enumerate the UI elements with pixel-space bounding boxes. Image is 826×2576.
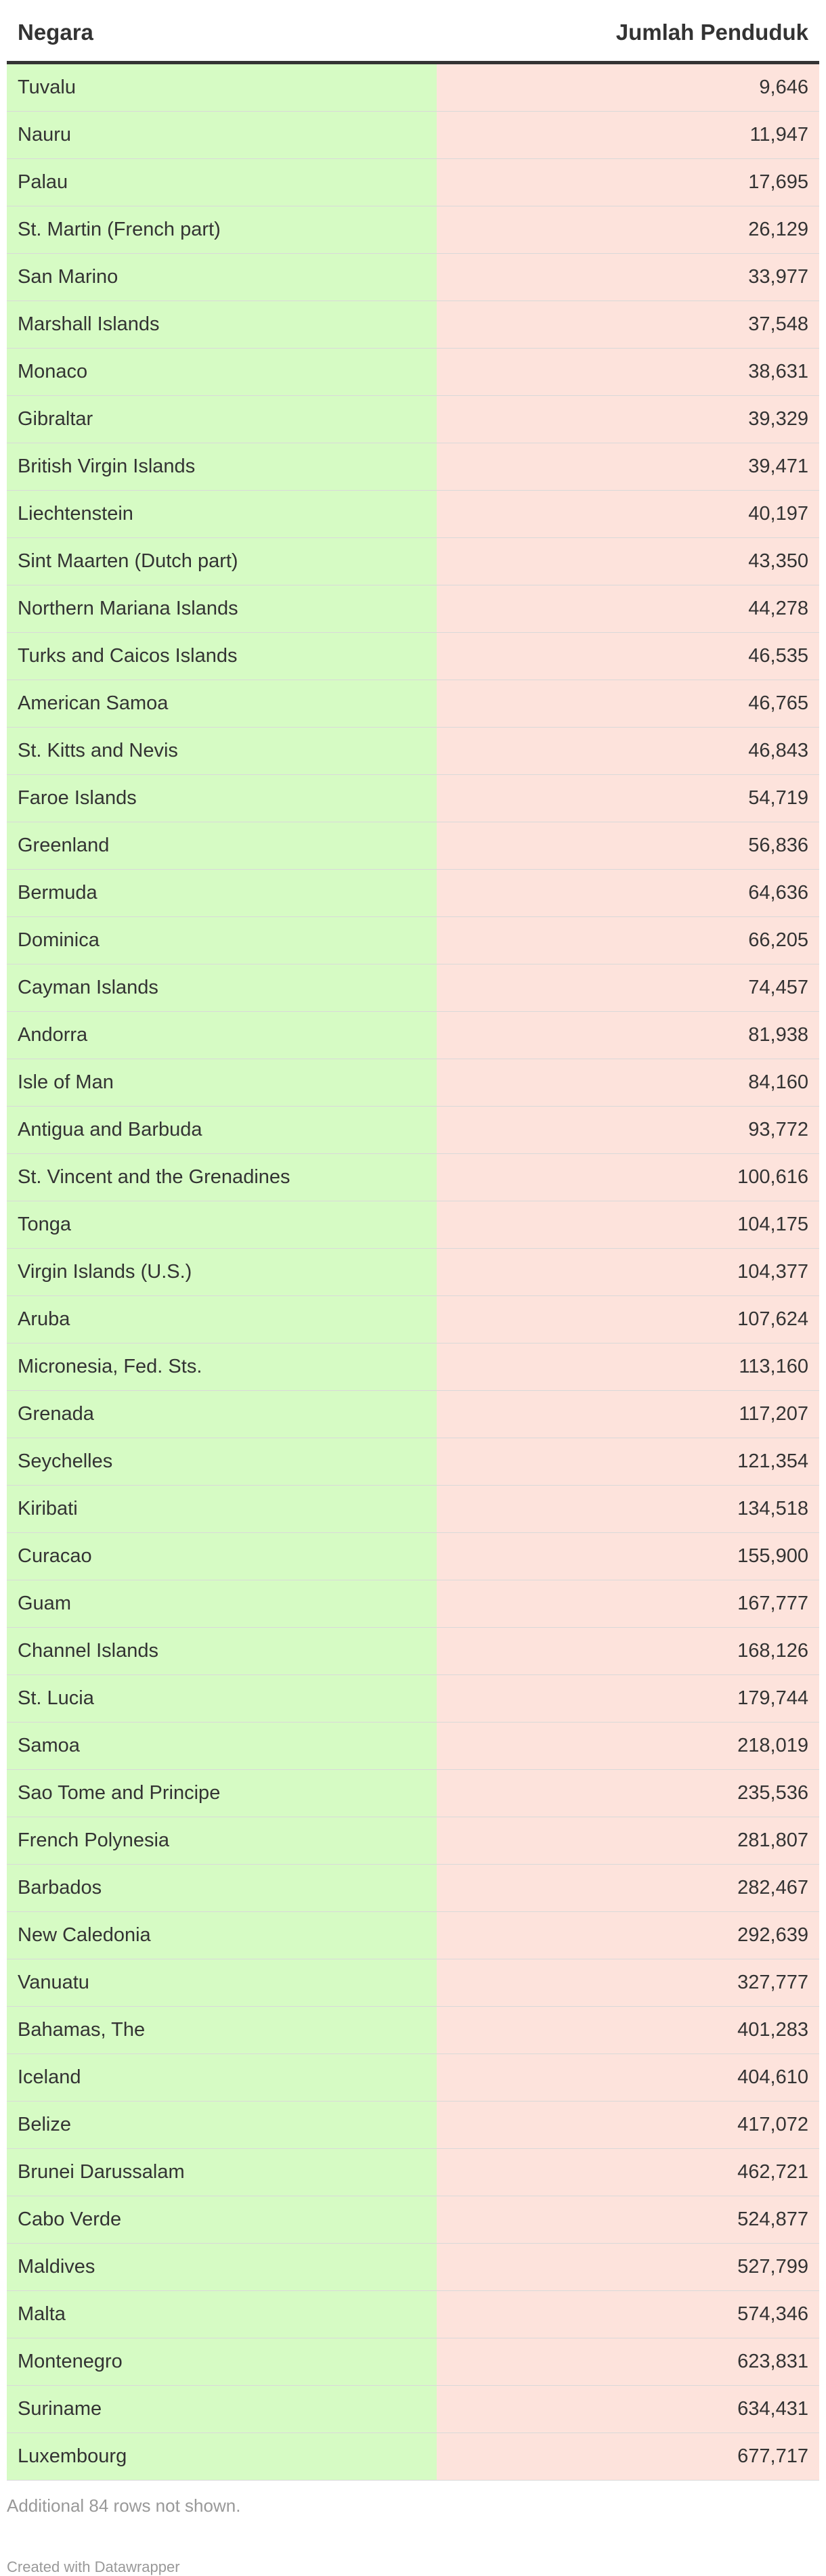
table-row [7,2244,819,2291]
population-cell: 37,548 [437,301,819,348]
country-cell: British Virgin Islands [7,443,437,490]
population-cell: 39,471 [437,443,819,490]
country-cell: Guam [7,1580,437,1627]
country-cell: Tuvalu [7,64,437,111]
population-cell: 281,807 [437,1817,819,1864]
table-row [7,1154,819,1201]
country-cell: Aruba [7,1296,437,1343]
table-row [7,2196,819,2244]
country-cell: Northern Mariana Islands [7,585,437,632]
table-row [7,349,819,396]
population-cell: 677,717 [437,2433,819,2480]
population-cell: 117,207 [437,1391,819,1438]
population-cell: 43,350 [437,538,819,585]
table-row [7,1817,819,1865]
country-cell: Turks and Caicos Islands [7,633,437,680]
country-cell: Liechtenstein [7,491,437,537]
table-row [7,1628,819,1675]
population-cell: 574,346 [437,2291,819,2338]
table-row [7,491,819,538]
table-row [7,2338,819,2386]
population-cell: 26,129 [437,206,819,253]
population-cell: 417,072 [437,2102,819,2148]
country-cell: St. Vincent and the Grenadines [7,1154,437,1201]
country-cell: Samoa [7,1723,437,1769]
population-cell: 93,772 [437,1107,819,1153]
table-row [7,1391,819,1438]
country-cell: Curacao [7,1533,437,1580]
table-row [7,1723,819,1770]
country-cell: Cabo Verde [7,2196,437,2243]
table-row [7,1959,819,2007]
country-cell: Seychelles [7,1438,437,1485]
country-cell: Greenland [7,822,437,869]
population-column-header[interactable]: Jumlah Penduduk [615,20,808,45]
population-cell: 167,777 [437,1580,819,1627]
population-cell: 179,744 [437,1675,819,1722]
table-row [7,1249,819,1296]
country-cell: Monaco [7,349,437,395]
country-cell: Belize [7,2102,437,2148]
country-cell: Kiribati [7,1486,437,1532]
table-row [7,2007,819,2054]
population-cell: 17,695 [437,159,819,206]
country-cell: Virgin Islands (U.S.) [7,1249,437,1295]
country-cell: St. Lucia [7,1675,437,1722]
table-row [7,443,819,491]
country-cell: Micronesia, Fed. Sts. [7,1343,437,1390]
population-cell: 66,205 [437,917,819,964]
country-cell: Marshall Islands [7,301,437,348]
datawrapper-credit: Created with Datawrapper [7,2558,180,2575]
table-row [7,112,819,159]
table-row [7,870,819,917]
population-cell: 282,467 [437,1865,819,1911]
population-cell: 113,160 [437,1343,819,1390]
country-cell: Sao Tome and Principe [7,1770,437,1817]
table-row [7,1912,819,1959]
population-cell: 134,518 [437,1486,819,1532]
country-cell: Iceland [7,2054,437,2101]
population-cell: 524,877 [437,2196,819,2243]
population-cell: 54,719 [437,775,819,822]
table-row [7,822,819,870]
table-row [7,254,819,301]
table-row [7,1059,819,1107]
country-cell: Grenada [7,1391,437,1438]
population-cell: 44,278 [437,585,819,632]
table-row [7,301,819,349]
population-cell: 46,765 [437,680,819,727]
country-cell: Luxembourg [7,2433,437,2480]
country-cell: St. Martin (French part) [7,206,437,253]
population-cell: 46,535 [437,633,819,680]
table-row [7,1486,819,1533]
population-cell: 623,831 [437,2338,819,2385]
table-row [7,2054,819,2102]
country-cell: Gibraltar [7,396,437,443]
country-cell: St. Kitts and Nevis [7,728,437,774]
population-cell: 40,197 [437,491,819,537]
population-cell: 121,354 [437,1438,819,1485]
table-row [7,917,819,964]
population-cell: 11,947 [437,112,819,158]
population-cell: 327,777 [437,1959,819,2006]
table-row [7,2433,819,2481]
population-cell: 9,646 [437,64,819,111]
table-row [7,159,819,206]
table-row [7,1012,819,1059]
table-row [7,2386,819,2433]
table-body [7,64,819,2481]
table-row [7,585,819,633]
table-row [7,2149,819,2196]
country-cell: Antigua and Barbuda [7,1107,437,1153]
population-cell: 168,126 [437,1628,819,1674]
table-row [7,1296,819,1343]
population-cell: 218,019 [437,1723,819,1769]
country-cell: Bermuda [7,870,437,916]
country-cell: Barbados [7,1865,437,1911]
table-row [7,2102,819,2149]
country-cell: Channel Islands [7,1628,437,1674]
population-cell: 46,843 [437,728,819,774]
table-row [7,206,819,254]
country-cell: Dominica [7,917,437,964]
country-cell: Suriname [7,2386,437,2433]
population-cell: 56,836 [437,822,819,869]
country-cell: Sint Maarten (Dutch part) [7,538,437,585]
population-cell: 100,616 [437,1154,819,1201]
country-cell: Faroe Islands [7,775,437,822]
table-row [7,538,819,585]
country-cell: New Caledonia [7,1912,437,1959]
country-cell: Vanuatu [7,1959,437,2006]
country-column-header[interactable]: Negara [18,20,93,45]
country-cell: American Samoa [7,680,437,727]
population-cell: 634,431 [437,2386,819,2433]
table-row [7,1675,819,1723]
population-cell: 38,631 [437,349,819,395]
population-cell: 39,329 [437,396,819,443]
population-cell: 33,977 [437,254,819,301]
population-cell: 401,283 [437,2007,819,2053]
country-cell: Nauru [7,112,437,158]
table-row [7,964,819,1012]
population-cell: 104,377 [437,1249,819,1295]
table-row [7,1580,819,1628]
table-row [7,680,819,728]
table-row [7,1107,819,1154]
population-cell: 235,536 [437,1770,819,1817]
country-cell: Bahamas, The [7,2007,437,2053]
table-row [7,1201,819,1249]
population-cell: 404,610 [437,2054,819,2101]
country-cell: Tonga [7,1201,437,1248]
country-cell: Maldives [7,2244,437,2290]
population-cell: 527,799 [437,2244,819,2290]
country-cell: Brunei Darussalam [7,2149,437,2196]
table-row [7,728,819,775]
population-cell: 84,160 [437,1059,819,1106]
country-cell: San Marino [7,254,437,301]
rows-not-shown-note: Additional 84 rows not shown. [7,2495,241,2516]
population-cell: 155,900 [437,1533,819,1580]
table-row [7,775,819,822]
table-row [7,2291,819,2338]
table-header [7,0,819,64]
table-row [7,396,819,443]
country-cell: Montenegro [7,2338,437,2385]
country-cell: Isle of Man [7,1059,437,1106]
country-cell: French Polynesia [7,1817,437,1864]
population-cell: 74,457 [437,964,819,1011]
population-cell: 292,639 [437,1912,819,1959]
table-row [7,64,819,112]
population-cell: 462,721 [437,2149,819,2196]
table-row [7,1533,819,1580]
country-cell: Malta [7,2291,437,2338]
table-row [7,1343,819,1391]
country-cell: Andorra [7,1012,437,1059]
table-row [7,1770,819,1817]
population-cell: 107,624 [437,1296,819,1343]
population-cell: 104,175 [437,1201,819,1248]
population-cell: 64,636 [437,870,819,916]
country-cell: Palau [7,159,437,206]
table-row [7,633,819,680]
table-row [7,1865,819,1912]
table-row [7,1438,819,1486]
country-cell: Cayman Islands [7,964,437,1011]
population-cell: 81,938 [437,1012,819,1059]
